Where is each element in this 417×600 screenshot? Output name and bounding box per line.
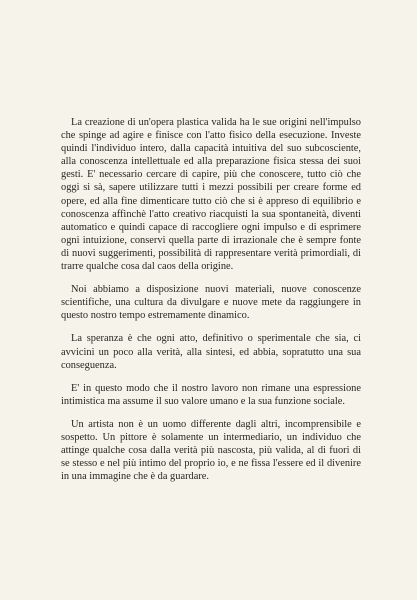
paragraph-2: Noi abbiamo a disposizione nuovi materiali, nuove conoscenze scientifiche, una cultura da divulgare e nuove mete da raggiungere in questo nostro tempo estremamente dinamico. [61,284,361,322]
paragraph-5: Un artista non è un uomo differente dagli altri, incomprensibile e sospetto. Un pittore è solamente un intermediario, un individuo che attinge qualche cosa dalla verità più nascosta, più valida, al di fuori di se stesso e nel più intimo del proprio io, e ne fissa l'essere ed il divenire in una immagine che è da guardare. [61,418,361,483]
body-text [61,116,361,483]
paragraph-1: La creazione di un'opera plastica valida ha le sue origini nell'impulso che spinge ad agire e finisce con l'atto fisico della esecuzione. Investe quindi l'individuo intero, dalla capacità intuitiva del suo subcosciente, alla conoscenza intellettuale ed alla preparazione fisica stessa dei suoi gesti. E' necessario cercare di capire, più che conoscere, tutto ciò che oggi si sà, sapere utilizzare tutti i mezzi possibili per creare forme ed opere, ed alla fine dimenticare tutto ciò che si è appreso di equilibrio e conoscenza affinchè l'atto creativo riacquisti la sua spontaneità, diventi automatico e quindi capace di raccogliere ogni impulso e di esprimere ogni intuizione, conservi quella parte di irrazionale che è sempre fonte di nuovi suggerimenti, possibilità di rappresentare verità primordiali, di trarre qualche cosa dal caos della origine. [61,117,361,273]
paragraph-3: La speranza è che ogni atto, definitivo o sperimentale che sia, ci avvicini un poco alla verità, alla sintesi, ed abbia, sopratutto una sua conseguenza. [61,333,361,371]
paragraph-4: E' in questo modo che il nostro lavoro non rimane una espressione intimistica ma assume il suo valore umano e la sua funzione sociale. [61,382,361,407]
